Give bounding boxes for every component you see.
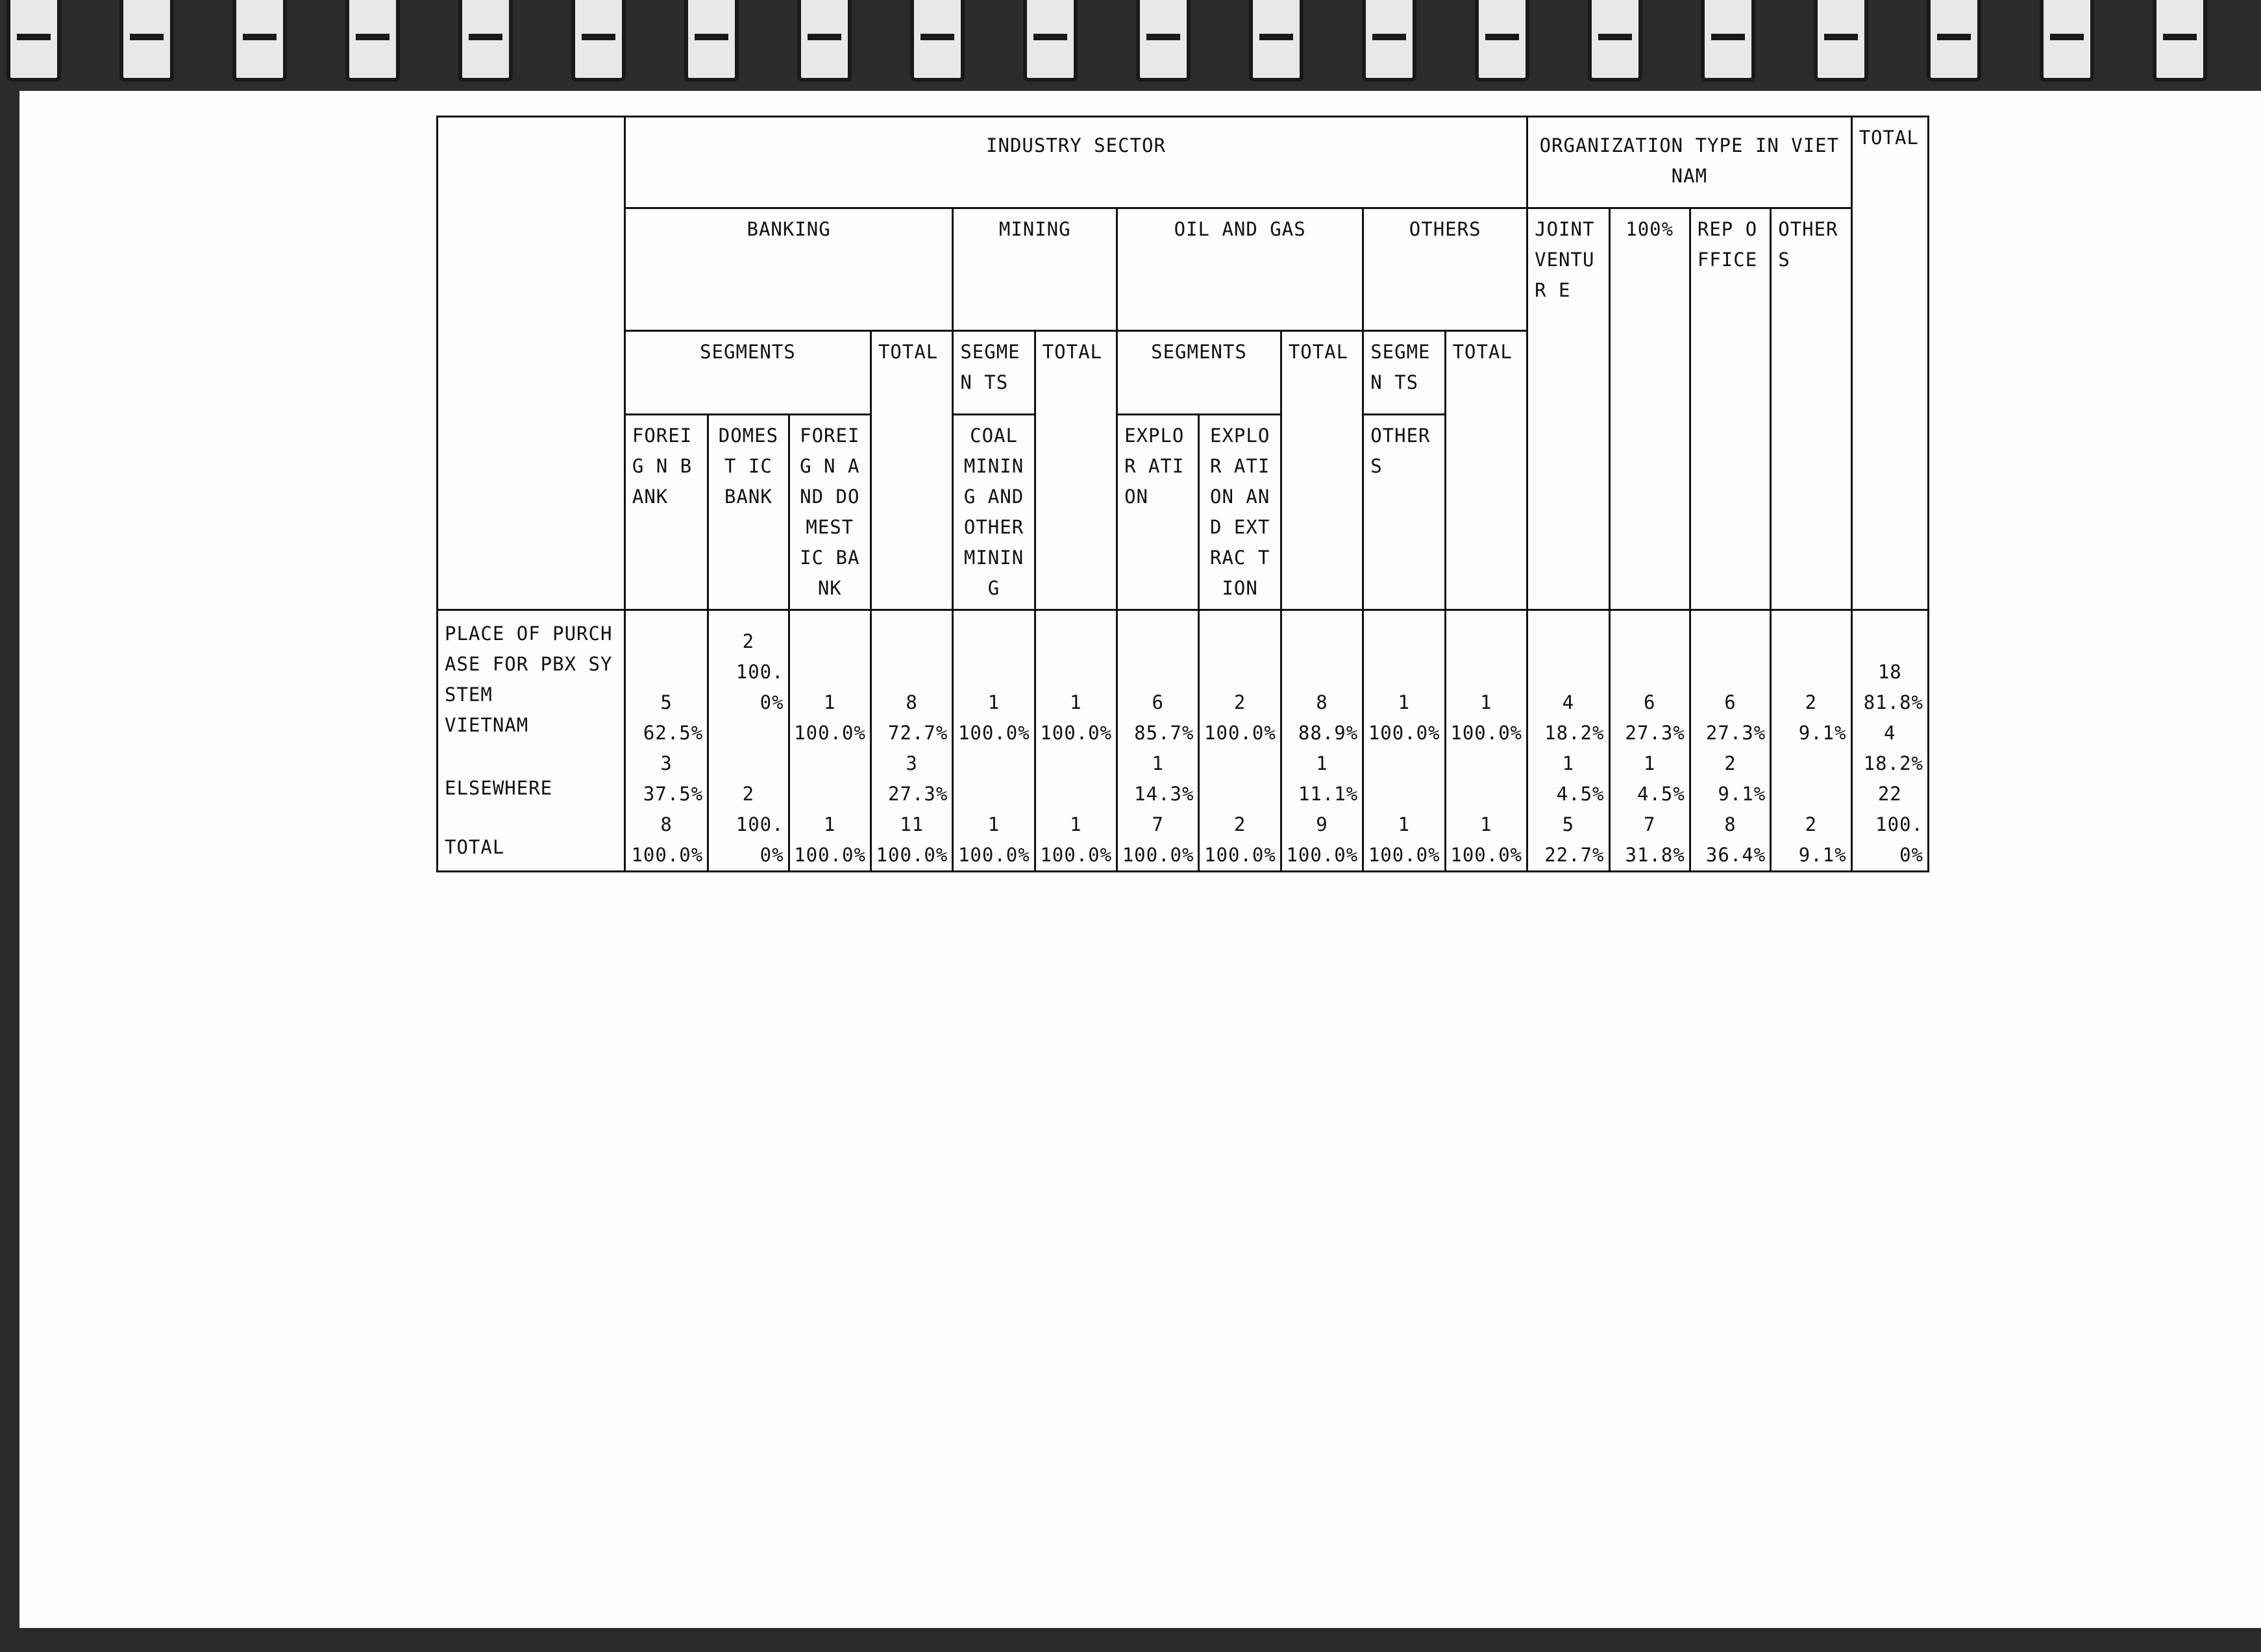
data-column-15	[1771, 610, 1851, 872]
percent-value: 100.0%	[735, 661, 784, 713]
count-value: 2	[1805, 691, 1818, 713]
spiral-binding	[0, 0, 2261, 91]
binding-ring	[2153, 0, 2207, 82]
others-segments-header: SEGMEN TS	[1363, 331, 1445, 415]
count-value: 1	[1562, 752, 1575, 774]
binding-ring	[2040, 0, 2094, 82]
binding-ring	[6, 0, 61, 82]
percent-value: 100.0%	[958, 844, 1030, 866]
exploration-header: EXPLOR ATION	[1117, 415, 1199, 610]
count-value: 1	[1316, 752, 1328, 774]
binding-ring	[571, 0, 626, 82]
binding-ring	[1814, 0, 1868, 82]
percent-value: 27.3%	[1705, 722, 1766, 744]
exploration-extraction-header: EXPLOR ATION AND EXTRAC TION	[1199, 415, 1281, 610]
percent-value: 14.3%	[1134, 783, 1194, 805]
count-value: 1	[824, 691, 836, 713]
data-column-14	[1690, 610, 1770, 872]
data-column-8	[1199, 610, 1281, 872]
count-value: 2	[1233, 691, 1246, 713]
others-segment-header: OTHERS	[1363, 415, 1445, 610]
count-value: 2	[742, 783, 755, 805]
count-value	[1775, 748, 1846, 779]
count-value: 8	[906, 691, 918, 713]
data-column-12	[1527, 610, 1609, 872]
binding-ring	[1701, 0, 1755, 82]
organization-type-header: ORGANIZATION TYPE IN VIETNAM	[1527, 117, 1851, 208]
percent-value: 11.1%	[1298, 783, 1359, 805]
data-column-3	[789, 610, 871, 872]
mining-segments-header: SEGMEN TS	[953, 331, 1035, 415]
oil-gas-segments-header: SEGMENTS	[1117, 331, 1281, 415]
count-value: 1	[1643, 752, 1656, 774]
percent-value: 100.0%	[794, 844, 866, 866]
count-value: 4	[1562, 691, 1575, 713]
percent-value: 100.0%	[958, 722, 1030, 744]
foreign-and-domestic-bank-header: FOREIG N AND DOMEST IC BANK	[789, 415, 871, 610]
binding-ring	[910, 0, 965, 82]
count-value: 18	[1877, 661, 1902, 683]
industry-sector-header: INDUSTRY SECTOR	[624, 117, 1527, 208]
count-value: 7	[1152, 813, 1165, 835]
others-sector-header: OTHERS	[1363, 208, 1527, 331]
count-value	[794, 748, 866, 779]
percent-value: 31.8%	[1625, 844, 1685, 866]
table-body	[438, 610, 1929, 872]
count-value	[1450, 748, 1523, 779]
percent-value: 22.7%	[1544, 844, 1605, 866]
data-column-2	[708, 610, 789, 872]
count-value: 9	[1316, 813, 1328, 835]
count-value: 2	[742, 630, 755, 652]
mining-header: MINING	[953, 208, 1117, 331]
mining-total-header: TOTAL	[1035, 331, 1117, 610]
count-value: 5	[1562, 813, 1575, 835]
count-value: 1	[1070, 813, 1082, 835]
binding-ring	[1475, 0, 1529, 82]
pbx-purchase-table	[436, 116, 1929, 872]
corner-cell	[438, 117, 625, 610]
banking-segments-header: SEGMENTS	[624, 331, 871, 415]
page-bottom-edge	[0, 1628, 2261, 1652]
count-value: 1	[1152, 752, 1165, 774]
percent-value: 100.0%	[876, 844, 948, 866]
count-value: 4	[1884, 722, 1896, 744]
banking-total-header: TOTAL	[871, 331, 952, 610]
percent-value: 37.5%	[643, 783, 704, 805]
percent-value: 81.8%	[1863, 691, 1923, 713]
binding-ring	[684, 0, 739, 82]
data-column-16	[1851, 610, 1928, 872]
percent-value: 27.3%	[1625, 722, 1685, 744]
percent-value: 9.1%	[1718, 783, 1766, 805]
percent-value	[1204, 779, 1276, 809]
banking-header: BANKING	[624, 208, 952, 331]
binding-ring	[797, 0, 852, 82]
count-value: 8	[1724, 813, 1736, 835]
hundred-percent-header: 100%	[1609, 208, 1690, 610]
percent-value	[1040, 779, 1112, 809]
coal-mining-header: COAL MINING AND OTHER MINING	[953, 415, 1035, 610]
percent-value: 85.7%	[1134, 722, 1194, 744]
count-value: 3	[660, 752, 673, 774]
data-column-1	[624, 610, 708, 872]
count-value: 8	[1316, 691, 1328, 713]
percent-value: 100.0%	[1368, 722, 1440, 744]
count-value: 1	[987, 813, 1000, 835]
percent-value	[794, 779, 866, 809]
row-label-total: TOTAL	[445, 836, 505, 858]
percent-value: 100.0%	[631, 844, 704, 866]
count-value: 6	[1643, 691, 1656, 713]
percent-value: 36.4%	[1705, 844, 1766, 866]
percent-value	[1368, 779, 1440, 809]
row-label	[438, 610, 625, 872]
binding-ring	[1927, 0, 1981, 82]
percent-value: 4.5%	[1556, 783, 1605, 805]
count-value: 1	[987, 691, 1000, 713]
percent-value: 100.0%	[1368, 844, 1440, 866]
data-column-11	[1445, 610, 1527, 872]
count-value: 2	[1724, 752, 1736, 774]
binding-ring	[1362, 0, 1416, 82]
row-label-vietnam: VIETNAM	[445, 714, 529, 736]
percent-value	[958, 779, 1030, 809]
binding-ring	[232, 0, 287, 82]
percent-value	[1775, 779, 1846, 809]
data-column-7	[1117, 610, 1199, 872]
binding-ring	[458, 0, 513, 82]
count-value	[958, 748, 1030, 779]
binding-ring	[1023, 0, 1078, 82]
count-value: 1	[1480, 813, 1492, 835]
percent-value: 4.5%	[1637, 783, 1685, 805]
grand-total-header: TOTAL	[1851, 117, 1928, 610]
count-value: 2	[1805, 813, 1818, 835]
percent-value: 100.0%	[1040, 722, 1113, 744]
count-value: 11	[900, 813, 924, 835]
percent-value: 18.2%	[1544, 722, 1605, 744]
count-value: 1	[824, 813, 836, 835]
count-value	[1040, 748, 1112, 779]
count-value: 7	[1643, 813, 1656, 835]
percent-value: 100.0%	[794, 722, 866, 744]
percent-value: 72.7%	[888, 722, 948, 744]
table-row	[438, 610, 1929, 872]
percent-value: 62.5%	[643, 722, 704, 744]
rep-office-header: REP OFFICE	[1690, 208, 1770, 610]
data-column-13	[1609, 610, 1690, 872]
oil-and-gas-header: OIL AND GAS	[1117, 208, 1363, 331]
count-value: 8	[660, 813, 673, 835]
percent-value: 100.0%	[735, 813, 784, 866]
percent-value	[713, 748, 784, 779]
percent-value: 27.3%	[888, 783, 948, 805]
data-column-5	[953, 610, 1035, 872]
count-value	[1368, 748, 1440, 779]
count-value: 22	[1877, 783, 1902, 805]
percent-value: 100.0%	[1286, 844, 1359, 866]
count-value	[713, 718, 784, 748]
oil-gas-total-header: TOTAL	[1281, 331, 1363, 610]
binding-ring	[1588, 0, 1642, 82]
percent-value: 100.0%	[1122, 844, 1194, 866]
percent-value: 100.0%	[1450, 844, 1523, 866]
row-label-elsewhere: ELSEWHERE	[445, 777, 553, 799]
percent-value: 100.0%	[1875, 813, 1923, 866]
others-total-header: TOTAL	[1445, 331, 1527, 610]
percent-value: 100.0%	[1450, 722, 1523, 744]
page-left-edge	[0, 91, 19, 1652]
count-value: 1	[1398, 813, 1411, 835]
org-others-header: OTHERS	[1771, 208, 1851, 610]
binding-ring	[119, 0, 174, 82]
count-value: 2	[1233, 813, 1246, 835]
percent-value: 100.0%	[1040, 844, 1113, 866]
percent-value: 100.0%	[1204, 844, 1276, 866]
data-column-6	[1035, 610, 1117, 872]
percent-value: 100.0%	[1204, 722, 1276, 744]
binding-ring	[1136, 0, 1191, 82]
count-value	[1204, 748, 1276, 779]
count-value: 1	[1480, 691, 1492, 713]
pbx-purchase-table-container	[436, 116, 1929, 872]
binding-ring	[1249, 0, 1303, 82]
row-title: PLACE OF PURCHASE FOR PBX SYSTEM	[445, 623, 613, 706]
binding-ring	[345, 0, 400, 82]
joint-venture-header: JOINT VENTUR E	[1527, 208, 1609, 610]
count-value: 5	[660, 691, 673, 713]
percent-value: 9.1%	[1798, 844, 1847, 866]
data-column-10	[1363, 610, 1445, 872]
data-column-4	[871, 610, 952, 872]
foreign-bank-header: FOREIG N BANK	[624, 415, 708, 610]
count-value: 6	[1152, 691, 1165, 713]
count-value: 6	[1724, 691, 1736, 713]
percent-value: 88.9%	[1298, 722, 1359, 744]
data-column-9	[1281, 610, 1363, 872]
percent-value	[1450, 779, 1523, 809]
percent-value: 9.1%	[1798, 722, 1847, 744]
count-value: 3	[906, 752, 918, 774]
count-value: 1	[1070, 691, 1082, 713]
percent-value: 18.2%	[1863, 752, 1923, 774]
domestic-bank-header: DOMEST IC BANK	[708, 415, 789, 610]
count-value: 1	[1398, 691, 1411, 713]
